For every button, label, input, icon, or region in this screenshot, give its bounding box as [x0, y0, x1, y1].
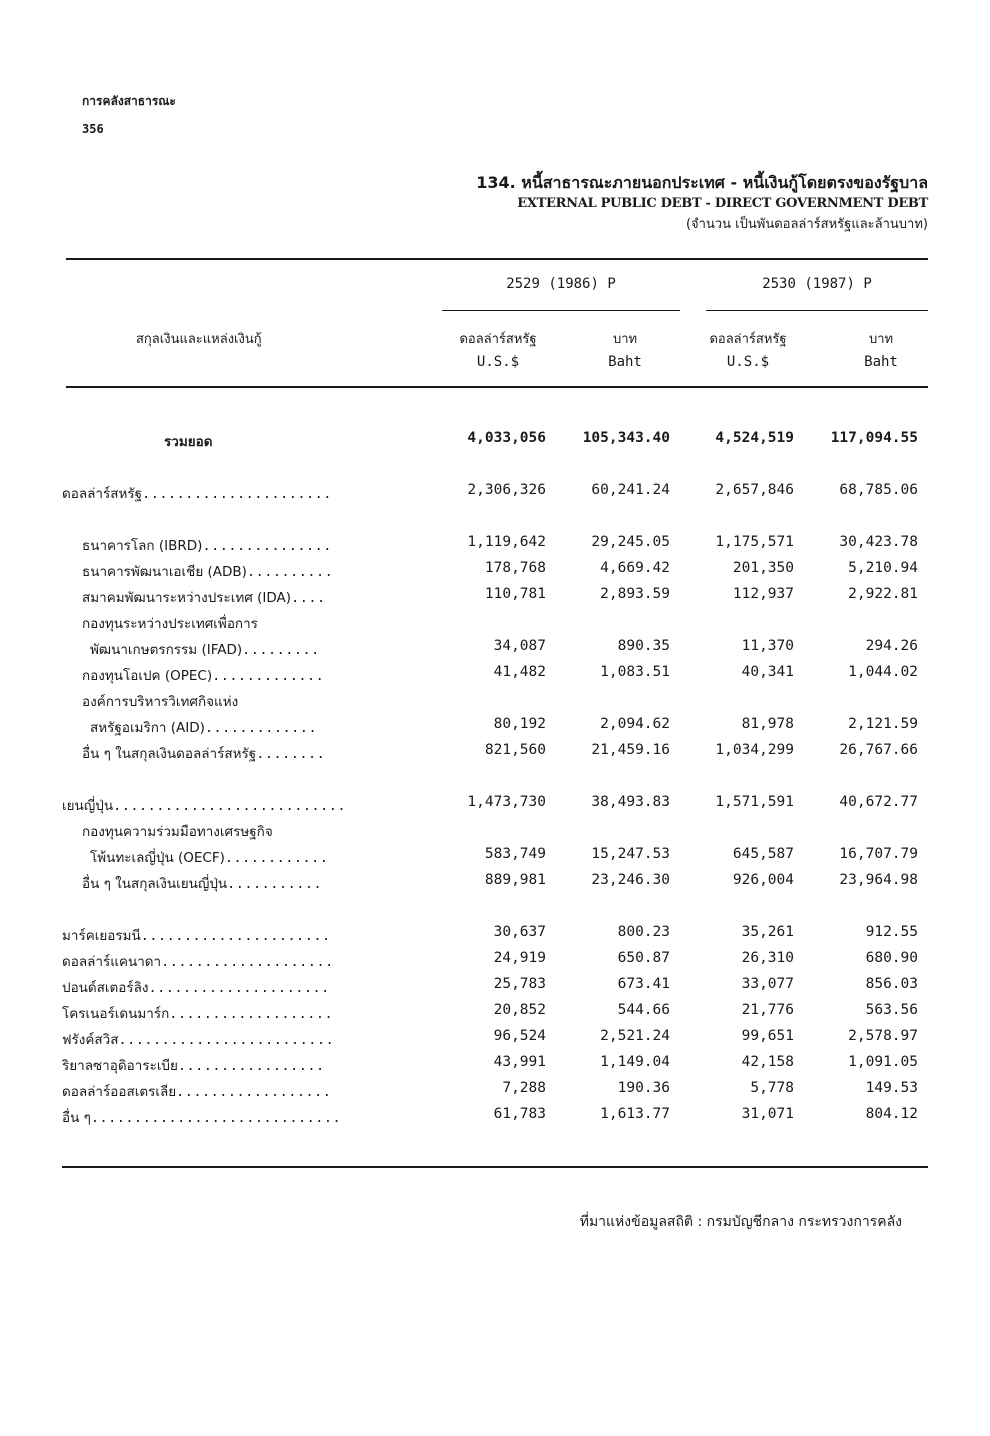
table-title-english: EXTERNAL PUBLIC DEBT - DIRECT GOVERNMENT DEBT	[517, 196, 928, 211]
cell-baht-1987: 40,672.77	[839, 794, 918, 810]
cell-baht-1987: 26,767.66	[839, 742, 918, 758]
cell-baht-1987: 30,423.78	[839, 534, 918, 550]
row-label-text: สมาคมพัฒนาระหว่างประเทศ (IDA)	[82, 590, 292, 606]
cell-baht-1986: 60,241.24	[591, 482, 670, 498]
row-label	[62, 482, 332, 504]
row-leader-dots: ...........	[227, 876, 323, 892]
row-label-text: สหรัฐอเมริกา (AID)	[90, 720, 205, 736]
row-label	[62, 1054, 325, 1076]
stub-header: สกุลเงินและแหล่งเงินกู้	[136, 332, 262, 347]
row-label	[82, 586, 326, 608]
year2-usd-header-th: ดอลล่าร์สหรัฐ	[709, 332, 787, 347]
cell-baht-1986: 4,669.42	[600, 560, 670, 576]
header-bottom-rule	[66, 386, 928, 388]
table-row-cad	[0, 950, 990, 976]
cell-usd-1987: 1,571,591	[715, 794, 794, 810]
row-leader-dots: ............	[224, 850, 329, 866]
cell-usd-1987: 40,341	[741, 664, 794, 680]
cell-usd-1986: 25,783	[493, 976, 546, 992]
table-row-ibrd	[0, 534, 990, 560]
row-label-text: เยนญี่ปุ่น	[62, 798, 114, 814]
cell-usd-1986: 30,637	[493, 924, 546, 940]
row-label-text: ธนาคารโลก (IBRD)	[82, 538, 203, 554]
cell-baht-1986: 890.35	[617, 638, 670, 654]
table-row-gbp	[0, 976, 990, 1002]
row-label	[90, 846, 328, 868]
row-label	[82, 872, 322, 894]
cell-baht-1987: 680.90	[865, 950, 918, 966]
row-label-text: กองทุนโอเปค (OPEC)	[82, 668, 213, 684]
cell-baht-1986: 105,343.40	[582, 430, 670, 446]
cell-baht-1986: 673.41	[617, 976, 670, 992]
cell-baht-1987: 1,091.05	[848, 1054, 918, 1070]
cell-usd-1987: 2,657,846	[715, 482, 794, 498]
row-label-text: ดอลล่าร์สหรัฐ	[62, 486, 143, 502]
running-head: การคลังสาธารณะ	[82, 94, 176, 108]
row-leader-dots: ....................	[161, 954, 334, 970]
cell-usd-1987: 33,077	[741, 976, 794, 992]
row-label-text: อื่น ๆ	[62, 1110, 91, 1126]
cell-baht-1986: 1,149.04	[600, 1054, 670, 1070]
row-leader-dots: .............	[204, 720, 318, 736]
cell-usd-1987: 31,071	[741, 1106, 794, 1122]
row-leader-dots: ..........	[246, 564, 334, 580]
row-leader-dots: ........	[256, 746, 326, 762]
row-label-text: พัฒนาเกษตรกรรม (IFAD)	[90, 642, 243, 658]
cell-baht-1987: 804.12	[865, 1106, 918, 1122]
cell-usd-1987: 35,261	[741, 924, 794, 940]
table-title-block	[476, 172, 928, 236]
top-rule	[66, 258, 928, 260]
cell-usd-1987: 201,350	[732, 560, 794, 576]
row-label-text: รวมยอด	[164, 434, 213, 450]
cell-baht-1986: 2,893.59	[600, 586, 670, 602]
cell-baht-1987: 2,922.81	[848, 586, 918, 602]
year2-baht-header-th: บาท	[868, 332, 894, 347]
cell-usd-1987: 5,778	[750, 1080, 794, 1096]
row-label	[90, 716, 317, 738]
row-label	[62, 976, 330, 998]
cell-baht-1986: 800.23	[617, 924, 670, 940]
row-leader-dots: .........................	[118, 1032, 335, 1048]
cell-usd-1986: 34,087	[493, 638, 546, 654]
cell-baht-1987: 912.55	[865, 924, 918, 940]
cell-usd-1986: 80,192	[493, 716, 546, 732]
cell-usd-1987: 11,370	[741, 638, 794, 654]
bottom-rule	[62, 1166, 928, 1168]
cell-baht-1986: 21,459.16	[591, 742, 670, 758]
row-label-text: ดอลล่าร์ออสเตรเลีย	[62, 1084, 177, 1100]
cell-usd-1987: 26,310	[741, 950, 794, 966]
cell-baht-1986: 29,245.05	[591, 534, 670, 550]
cell-usd-1986: 41,482	[493, 664, 546, 680]
cell-baht-1987: 294.26	[865, 638, 918, 654]
year1-header: 2529 (1986) P	[506, 276, 616, 292]
cell-baht-1987: 2,578.97	[848, 1028, 918, 1044]
row-label	[164, 430, 213, 452]
row-label	[62, 794, 346, 816]
row-leader-dots: .........	[242, 642, 320, 658]
cell-baht-1986: 650.87	[617, 950, 670, 966]
table-row-yen-other	[0, 872, 990, 898]
row-label	[90, 638, 320, 660]
cell-baht-1986: 1,613.77	[600, 1106, 670, 1122]
table-row-dm	[0, 924, 990, 950]
cell-baht-1987: 856.03	[865, 976, 918, 992]
row-label-text: ดอลล่าร์แคนาดา	[62, 954, 162, 970]
cell-usd-1986: 61,783	[493, 1106, 546, 1122]
row-leader-dots: .................	[177, 1058, 325, 1074]
row-label	[62, 1106, 341, 1128]
table-row-ifad	[0, 638, 990, 664]
year1-usd-header-en: U.S.$	[476, 354, 520, 370]
table-row-aid-line1	[0, 690, 990, 716]
cell-baht-1987: 2,121.59	[848, 716, 918, 732]
row-label	[82, 534, 332, 556]
table-row-total	[0, 430, 990, 456]
row-label-text: กองทุนความร่วมมือทางเศรษฐกิจ	[82, 824, 273, 840]
table-row-chf	[0, 1028, 990, 1054]
cell-baht-1986: 2,094.62	[600, 716, 670, 732]
table-row-ifad-line1	[0, 612, 990, 638]
row-leader-dots: .....................	[148, 980, 330, 996]
row-label-text: โครเนอร์เดนมาร์ก	[62, 1006, 170, 1022]
row-label-text: ปอนด์สเตอร์ลิง	[62, 980, 149, 996]
table-row-ida	[0, 586, 990, 612]
row-label-text: อื่น ๆ ในสกุลเงินเยนญี่ปุ่น	[82, 876, 228, 892]
cell-baht-1986: 544.66	[617, 1002, 670, 1018]
cell-baht-1987: 117,094.55	[830, 430, 918, 446]
cell-baht-1987: 149.53	[865, 1080, 918, 1096]
cell-baht-1986: 15,247.53	[591, 846, 670, 862]
year2-baht-header-en: Baht	[864, 354, 898, 370]
cell-baht-1986: 23,246.30	[591, 872, 670, 888]
row-label	[82, 742, 325, 764]
cell-usd-1986: 583,749	[484, 846, 546, 862]
row-label-text: โพ้นทะเลญี่ปุ่น (OECF)	[90, 850, 225, 866]
cell-usd-1987: 926,004	[732, 872, 794, 888]
table-row-oecf	[0, 846, 990, 872]
row-label	[62, 1028, 334, 1050]
row-label	[62, 1080, 331, 1102]
year1-baht-header-en: Baht	[608, 354, 642, 370]
row-leader-dots: ..................	[176, 1084, 332, 1100]
cell-usd-1986: 43,991	[493, 1054, 546, 1070]
row-leader-dots: .............	[212, 668, 325, 684]
cell-usd-1986: 24,919	[493, 950, 546, 966]
cell-baht-1987: 563.56	[865, 1002, 918, 1018]
cell-usd-1987: 21,776	[741, 1002, 794, 1018]
table-row-dkk	[0, 1002, 990, 1028]
cell-baht-1986: 2,521.24	[600, 1028, 670, 1044]
table-title-thai: 134. หนี้สาธารณะภายนอกประเทศ - หนี้เงินกู้โดยตรงของรัฐบาล	[476, 173, 928, 192]
cell-usd-1987: 1,175,571	[715, 534, 794, 550]
row-label-text: องค์การบริหารวิเทศกิจแห่ง	[82, 694, 239, 710]
table-row-usd-total	[0, 482, 990, 508]
table-row-opec	[0, 664, 990, 690]
row-label	[62, 950, 334, 972]
row-label	[82, 690, 238, 712]
cell-usd-1986: 1,473,730	[467, 794, 546, 810]
table-row-yen-total	[0, 794, 990, 820]
row-label-text: ฟรังค์สวิส	[62, 1032, 119, 1048]
cell-baht-1987: 1,044.02	[848, 664, 918, 680]
row-label	[82, 612, 258, 634]
table-row-sar	[0, 1054, 990, 1080]
table-row-oecf-line1	[0, 820, 990, 846]
cell-usd-1986: 20,852	[493, 1002, 546, 1018]
year2-header: 2530 (1987) P	[762, 276, 872, 292]
row-label-text: มาร์คเยอรมนี	[62, 928, 141, 944]
page-number: 356	[82, 122, 104, 136]
cell-baht-1987: 68,785.06	[839, 482, 918, 498]
cell-usd-1986: 178,768	[484, 560, 546, 576]
cell-baht-1987: 23,964.98	[839, 872, 918, 888]
cell-usd-1986: 7,288	[502, 1080, 546, 1096]
year1-baht-header-th: บาท	[612, 332, 638, 347]
table-row-usd-other	[0, 742, 990, 768]
year1-rule	[442, 310, 680, 311]
row-label-text: ธนาคารพัฒนาเอเชีย (ADB)	[82, 564, 247, 580]
row-leader-dots: ......................	[140, 928, 331, 944]
cell-baht-1986: 1,083.51	[600, 664, 670, 680]
cell-usd-1986: 96,524	[493, 1028, 546, 1044]
cell-usd-1987: 4,524,519	[715, 430, 794, 446]
row-leader-dots: ...................	[169, 1006, 334, 1022]
table-row-aud	[0, 1080, 990, 1106]
unit-note: (จำนวน เป็นพันดอลล่าร์สหรัฐและล้านบาท)	[685, 217, 928, 232]
row-label-text: กองทุนระหว่างประเทศเพื่อการ	[82, 616, 258, 632]
cell-usd-1987: 112,937	[732, 586, 794, 602]
cell-usd-1987: 99,651	[741, 1028, 794, 1044]
row-label-text: อื่น ๆ ในสกุลเงินดอลล่าร์สหรัฐ	[82, 746, 257, 762]
cell-baht-1986: 190.36	[617, 1080, 670, 1096]
row-leader-dots: ......................	[142, 486, 332, 502]
row-leader-dots: ...........................	[113, 798, 347, 814]
year2-usd-header-en: U.S.$	[726, 354, 770, 370]
source-note: ที่มาแห่งข้อมูลสถิติ : กรมบัญชีกลาง กระทรวงการคลัง	[579, 1214, 902, 1230]
row-leader-dots: ....	[291, 590, 326, 606]
row-leader-dots: .............................	[90, 1110, 342, 1126]
cell-baht-1986: 38,493.83	[591, 794, 670, 810]
table-row-other	[0, 1106, 990, 1132]
cell-usd-1987: 1,034,299	[715, 742, 794, 758]
cell-usd-1986: 821,560	[484, 742, 546, 758]
year1-usd-header-th: ดอลล่าร์สหรัฐ	[459, 332, 537, 347]
cell-baht-1987: 16,707.79	[839, 846, 918, 862]
row-leader-dots: ...............	[202, 538, 332, 554]
row-label	[82, 820, 273, 842]
cell-usd-1986: 1,119,642	[467, 534, 546, 550]
cell-usd-1987: 42,158	[741, 1054, 794, 1070]
row-label	[82, 664, 324, 686]
row-label-text: ริยาลซาอุดิอาระเบีย	[62, 1058, 178, 1074]
row-label	[82, 560, 333, 582]
cell-usd-1987: 81,978	[741, 716, 794, 732]
table-row-aid	[0, 716, 990, 742]
year2-rule	[706, 310, 928, 311]
cell-usd-1987: 645,587	[732, 846, 794, 862]
row-label	[62, 1002, 333, 1024]
cell-usd-1986: 2,306,326	[467, 482, 546, 498]
cell-usd-1986: 110,781	[484, 586, 546, 602]
table-row-adb	[0, 560, 990, 586]
cell-usd-1986: 4,033,056	[467, 430, 546, 446]
cell-baht-1987: 5,210.94	[848, 560, 918, 576]
cell-usd-1986: 889,981	[484, 872, 546, 888]
row-label	[62, 924, 331, 946]
